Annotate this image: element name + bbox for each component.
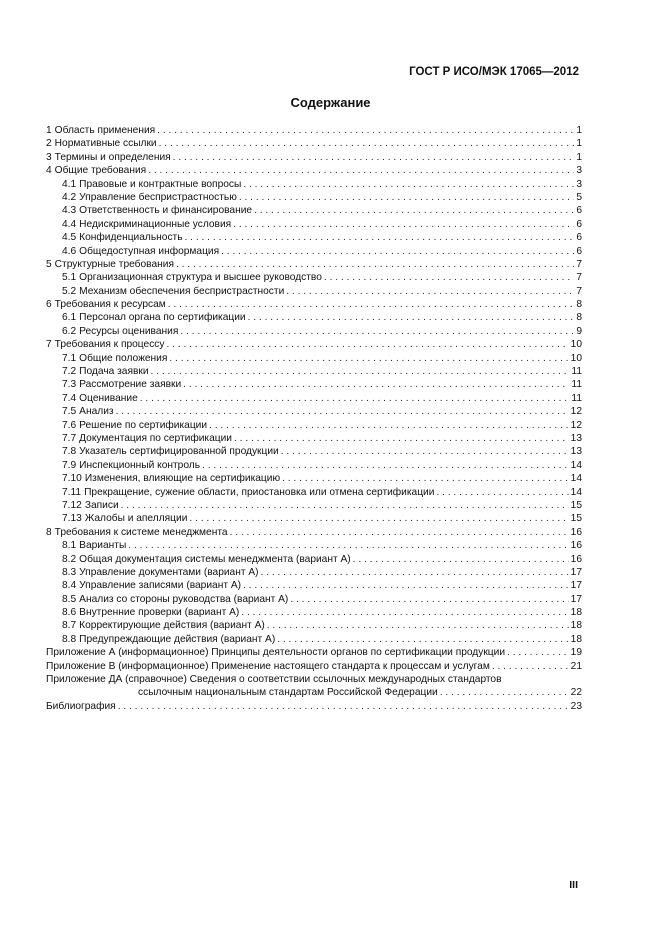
toc-entry-number: 7.12: [62, 499, 82, 511]
toc-entry-number: 8: [46, 526, 52, 538]
toc-entry-page: 18: [570, 620, 582, 632]
toc-entry-number: 5.2: [62, 285, 77, 297]
toc-entry-page: 11: [571, 392, 582, 404]
dot-leader: [168, 298, 575, 311]
toc-entry-page: 23: [570, 700, 582, 712]
toc-entry[interactable]: [46, 365, 582, 378]
toc-entry-title: Нормативные ссылки: [54, 138, 157, 150]
toc-entry[interactable]: [46, 124, 582, 137]
toc-entry-title: Подача заявки: [79, 366, 149, 378]
dot-leader: [116, 405, 569, 418]
toc-entry-number: 6: [46, 299, 52, 311]
toc-entry-bibliography[interactable]: [46, 700, 582, 713]
toc-entry-title: Библиография: [46, 700, 116, 712]
toc-entry[interactable]: [46, 164, 582, 177]
toc-entry-page: 13: [570, 432, 582, 444]
toc-entry-number: 1: [46, 125, 52, 136]
dot-leader: [185, 231, 575, 244]
toc-entry-title: Ресурсы оценивания: [79, 325, 179, 337]
toc-entry-number: 4.4: [62, 218, 77, 230]
dot-leader: [176, 258, 574, 271]
toc-entry-title: Требования к процессу: [54, 339, 165, 351]
toc-entry-number: 7.13: [62, 513, 82, 525]
toc-entry-number: 8.6: [62, 607, 77, 619]
toc-entry-page: 17: [570, 566, 582, 578]
toc-entry-number: 7.1: [62, 352, 77, 364]
toc-entry-page: 7: [576, 272, 582, 284]
dot-leader: [159, 137, 575, 150]
toc-entry-page: 14: [570, 459, 582, 471]
dot-leader: [118, 700, 569, 713]
toc-entry-number: 8.2: [62, 553, 77, 565]
toc-entry-number: 4.3: [62, 205, 77, 217]
toc-entry[interactable]: [46, 472, 582, 485]
dot-leader: [507, 646, 569, 659]
toc-entry-number: 6.2: [62, 325, 77, 337]
dot-leader: [209, 419, 569, 432]
dot-leader: [148, 164, 574, 177]
toc-entry[interactable]: [46, 553, 582, 566]
dot-leader: [221, 245, 574, 258]
toc-entry[interactable]: [46, 245, 582, 258]
toc-entry-title: Управление документами (вариант А): [79, 566, 259, 578]
toc-entry[interactable]: [46, 660, 582, 673]
toc-entry-page: 10: [570, 339, 582, 351]
page-title: Содержание: [290, 95, 371, 110]
toc-entry-page: 6: [576, 232, 582, 244]
toc-entry-page: 16: [570, 540, 582, 552]
dot-leader: [128, 539, 568, 552]
toc-entry[interactable]: [46, 298, 582, 311]
standard-header: ГОСТ Р ИСО/МЭК 17065—2012: [409, 66, 579, 78]
toc-entry-page: 18: [570, 607, 582, 619]
toc-entry-number: 7.8: [62, 446, 77, 458]
toc-entry-title: Анализ: [79, 406, 114, 418]
toc-entry-title: Ответственность и финансирование: [79, 205, 253, 217]
toc-entry[interactable]: [46, 499, 582, 512]
toc-entry[interactable]: [46, 633, 582, 646]
toc-entry[interactable]: [46, 419, 582, 432]
toc-entry[interactable]: [46, 486, 582, 499]
toc-entry-title: Предупреждающие действия (вариант А): [79, 633, 276, 645]
toc-entry-page: 12: [570, 419, 582, 431]
toc-entry-number: 7.2: [62, 366, 77, 378]
toc-entry-page: 8: [576, 312, 582, 324]
toc-entry[interactable]: [46, 311, 582, 324]
toc-entry-page: 17: [570, 593, 582, 605]
toc-entry-number: 3: [46, 151, 52, 163]
toc-entry-page: 1: [576, 138, 582, 150]
toc-entry-title: Приложение ДА (справочное) Сведения о соответствии ссылочных международных стандартов: [46, 674, 502, 686]
toc-entry-title: Персонал органа по сертификации: [79, 312, 246, 324]
toc-entry[interactable]: [46, 646, 582, 659]
dot-leader: [492, 660, 569, 673]
toc-entry-page: 6: [576, 218, 582, 230]
toc-entry-title: Решение по сертификации: [79, 419, 208, 431]
toc-entry-page: 16: [570, 553, 582, 565]
dot-leader: [151, 365, 570, 378]
toc-entry-title: Рассмотрение заявки: [79, 379, 182, 391]
toc-entry-title: Управление записями (вариант А): [79, 580, 242, 592]
toc-entry-page: 6: [576, 245, 582, 257]
toc-entry-number: 8.1: [62, 540, 77, 552]
toc-entry-title: Указатель сертифицированной продукции: [79, 446, 279, 458]
toc-entry-page: 18: [570, 633, 582, 645]
toc-entry-title: Общая документация системы менеджмента (вариант А): [79, 553, 351, 565]
dot-leader: [281, 445, 569, 458]
toc-entry-title: Изменения, влияющие на сертификацию: [84, 473, 281, 485]
toc-entry-page: 3: [576, 165, 582, 177]
toc-entry-title: Прекращение, сужение области, приостановка или отмена сертификации: [84, 486, 435, 498]
toc-entry-title-cont: ссылочным национальным стандартам Российской Федерации: [138, 687, 438, 699]
toc-entry-page: 1: [576, 151, 582, 163]
toc-entry-title: Документация по сертификации: [79, 432, 232, 444]
dot-leader: [121, 499, 569, 512]
toc-entry-title: Область применения: [54, 125, 156, 136]
toc-entry-number: 4.6: [62, 245, 77, 257]
toc-entry[interactable]: [46, 178, 582, 191]
toc-entry-title: Механизм обеспечения беспристрастности: [79, 285, 285, 297]
dot-leader: [239, 191, 574, 204]
toc-entry-page: 1: [576, 125, 582, 136]
dot-leader: [140, 392, 570, 405]
toc-entry-page: 17: [570, 580, 582, 592]
toc-entry-page: 21: [570, 660, 582, 672]
toc-entry-number: 4: [46, 165, 52, 177]
toc-entry-title: Жалобы и апелляции: [84, 513, 188, 525]
dot-leader: [233, 218, 574, 231]
toc-entry-page: 15: [570, 513, 582, 525]
toc-entry[interactable]: [46, 512, 582, 525]
toc-entry-page: 19: [570, 647, 582, 659]
toc-entry-title: Недискриминационные условия: [79, 218, 232, 230]
toc-entry-page: 9: [576, 325, 582, 337]
toc-entry-title: Внутренние проверки (вариант А): [79, 607, 240, 619]
dot-leader: [248, 311, 575, 324]
toc-entry-number: 4.2: [62, 191, 77, 203]
toc-entry-number: 7.7: [62, 432, 77, 444]
dot-leader: [241, 606, 568, 619]
toc-entry-title: Приложение В (информационное) Применение настоящего стандарта к процессам и услугам: [46, 660, 490, 672]
dot-leader: [166, 338, 568, 351]
toc-entry[interactable]: [46, 137, 582, 150]
toc-entry-page: 3: [576, 178, 582, 190]
toc-entry-title: Требования к системе менеджмента: [54, 526, 228, 538]
dot-leader: [157, 124, 574, 137]
toc-entry[interactable]: [46, 204, 582, 217]
dot-leader: [353, 553, 569, 566]
toc-entry-title: Инспекционный контроль: [79, 459, 201, 471]
toc-entry-title: Общедоступная информация: [79, 245, 220, 257]
toc-entry-title: Термины и определения: [54, 151, 171, 163]
dot-leader: [282, 472, 569, 485]
toc-entry-annex-da[interactable]: [46, 673, 582, 700]
toc-entry-title: Общие требования: [54, 165, 147, 177]
toc-entry-number: 8.5: [62, 593, 77, 605]
toc-entry-title: Корректирующие действия (вариант А): [79, 620, 265, 632]
table-of-contents: [46, 124, 582, 713]
toc-entry-page: 11: [571, 379, 582, 391]
toc-entry-page: 10: [570, 352, 582, 364]
toc-entry[interactable]: [46, 459, 582, 472]
toc-entry-number: 7.5: [62, 406, 77, 418]
toc-entry-number: 4.5: [62, 232, 77, 244]
toc-entry[interactable]: [46, 378, 582, 391]
dot-leader: [436, 486, 568, 499]
toc-entry[interactable]: [46, 566, 582, 579]
toc-entry-page: 7: [576, 258, 582, 270]
toc-entry-page: 13: [570, 446, 582, 458]
toc-entry-title: Оценивание: [79, 392, 138, 404]
dot-leader: [169, 352, 568, 365]
dot-leader: [173, 151, 575, 164]
toc-entry-number: 8.4: [62, 580, 77, 592]
toc-entry-page: 14: [570, 473, 582, 485]
toc-entry[interactable]: [46, 151, 582, 164]
toc-entry-page: 5: [576, 191, 582, 203]
toc-entry-number: 7.4: [62, 392, 77, 404]
toc-entry[interactable]: [46, 539, 582, 552]
toc-entry-title: Управление беспристрастностью: [79, 191, 237, 203]
toc-entry-page: 12: [570, 406, 582, 418]
dot-leader: [267, 619, 569, 632]
dot-leader: [277, 633, 568, 646]
toc-entry-page: 11: [571, 366, 582, 378]
dot-leader: [254, 204, 574, 217]
dot-leader: [290, 593, 568, 606]
dot-leader: [440, 686, 569, 699]
toc-entry-number: 4.1: [62, 178, 77, 190]
toc-entry-page: 8: [576, 299, 582, 311]
toc-entry-number: 7: [46, 339, 52, 351]
dot-leader: [234, 432, 569, 445]
toc-entry[interactable]: [46, 285, 582, 298]
toc-entry-number: 7.11: [62, 486, 82, 498]
toc-entry-number: 7.10: [62, 473, 82, 485]
dot-leader: [324, 271, 574, 284]
toc-entry[interactable]: [46, 619, 582, 632]
toc-entry-page: 22: [570, 687, 582, 699]
toc-entry-page: 16: [570, 526, 582, 538]
toc-entry[interactable]: [46, 258, 582, 271]
toc-entry-number: 5.1: [62, 272, 77, 284]
dot-leader: [261, 566, 569, 579]
toc-entry[interactable]: [46, 191, 582, 204]
toc-entry-title: Структурные требования: [54, 258, 174, 270]
toc-entry-page: 14: [570, 486, 582, 498]
dot-leader: [243, 579, 569, 592]
toc-entry-page: 7: [576, 285, 582, 297]
toc-entry-number: 2: [46, 138, 52, 150]
toc-entry-page: 6: [576, 205, 582, 217]
toc-entry-number: 7.6: [62, 419, 77, 431]
toc-entry-title: Требования к ресурсам: [54, 299, 166, 311]
toc-entry-number: 8.7: [62, 620, 77, 632]
toc-entry-title: Варианты: [79, 540, 127, 552]
toc-entry[interactable]: [46, 392, 582, 405]
toc-entry-page: 15: [570, 499, 582, 511]
toc-entry-title: Анализ со стороны руководства (вариант А): [79, 593, 289, 605]
toc-entry[interactable]: [46, 325, 582, 338]
toc-entry[interactable]: [46, 579, 582, 592]
toc-entry[interactable]: [46, 593, 582, 606]
dot-leader: [243, 178, 574, 191]
toc-entry-number: 5: [46, 258, 52, 270]
dot-leader: [286, 285, 574, 298]
toc-entry[interactable]: [46, 606, 582, 619]
dot-leader: [202, 459, 569, 472]
toc-entry-number: 6.1: [62, 312, 77, 324]
toc-entry-title: Приложение А (информационное) Принципы деятельности органов по сертификации продукции: [46, 647, 506, 659]
toc-entry[interactable]: [46, 432, 582, 445]
toc-entry-title: Организационная структура и высшее руководство: [79, 272, 322, 284]
dot-leader: [189, 512, 568, 525]
toc-entry[interactable]: [46, 338, 582, 351]
toc-entry[interactable]: [46, 405, 582, 418]
toc-entry-number: 7.3: [62, 379, 77, 391]
toc-entry-title: Записи: [84, 499, 119, 511]
toc-entry[interactable]: [46, 445, 582, 458]
toc-entry[interactable]: [46, 271, 582, 284]
toc-entry-title: Конфиденциальность: [79, 232, 183, 244]
page-number: III: [569, 879, 578, 891]
dot-leader: [183, 378, 569, 391]
toc-entry-title: Общие положения: [79, 352, 168, 364]
toc-entry[interactable]: [46, 526, 582, 539]
toc-entry-title: Правовые и контрактные вопросы: [79, 178, 242, 190]
toc-entry[interactable]: [46, 231, 582, 244]
toc-entry-number: 7.9: [62, 459, 77, 471]
toc-entry[interactable]: [46, 218, 582, 231]
toc-entry-number: 8.8: [62, 633, 77, 645]
dot-leader: [230, 526, 569, 539]
toc-entry-number: 8.3: [62, 566, 77, 578]
toc-entry[interactable]: [46, 352, 582, 365]
dot-leader: [180, 325, 574, 338]
